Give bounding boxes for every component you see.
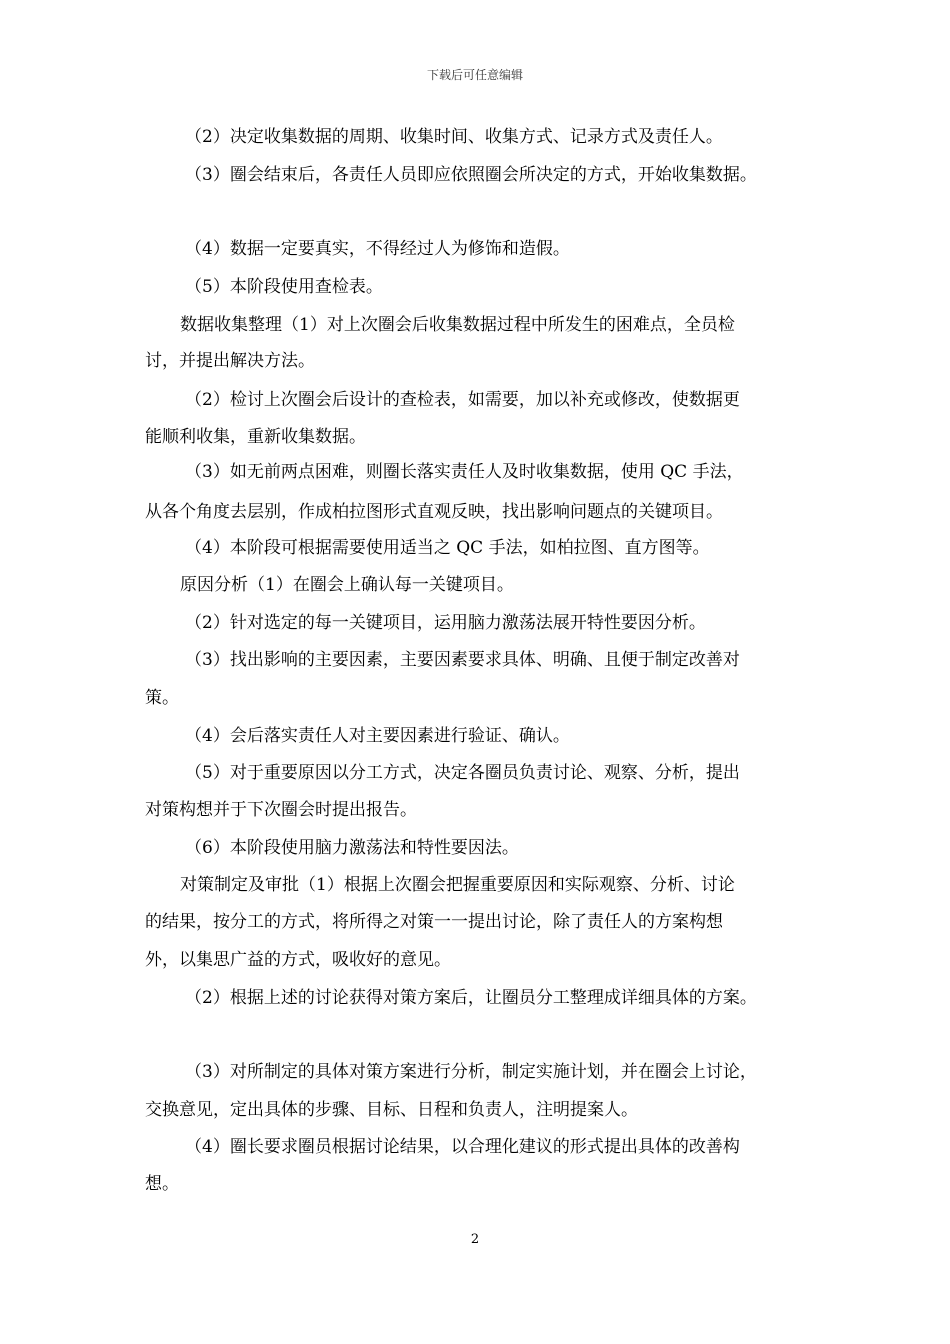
text-line: 对策制定及审批（1）根据上次圈会把握重要原因和实际观察、分析、讨论: [180, 875, 735, 895]
text-line: （4）数据一定要真实，不得经过人为修饰和造假。: [185, 239, 570, 259]
text-line: （2）根据上述的讨论获得对策方案后，让圈员分工整理成详细具体的方案。: [185, 988, 757, 1008]
text-line: （2）针对选定的每一关键项目，运用脑力激荡法展开特性要因分析。: [185, 613, 706, 633]
text-line: （3）圈会结束后，各责任人员即应依照圈会所决定的方式，开始收集数据。: [185, 165, 757, 185]
text-line: （4）本阶段可根据需要使用适当之 QC 手法，如柏拉图、直方图等。: [185, 538, 710, 558]
text-line: 的结果，按分工的方式，将所得之对策一一提出讨论，除了责任人的方案构想: [145, 912, 723, 932]
text-line: （4）会后落实责任人对主要因素进行验证、确认。: [185, 726, 570, 746]
text-line: 想。: [145, 1174, 179, 1194]
text-line: 策。: [145, 688, 179, 708]
text-line: （6）本阶段使用脑力激荡法和特性要因法。: [185, 838, 519, 858]
text-line: 交换意见，定出具体的步骤、目标、日程和负责人，注明提案人。: [145, 1100, 638, 1120]
text-line: （3）如无前两点困难，则圈长落实责任人及时收集数据，使用 QC 手法，: [185, 462, 744, 482]
text-line: 从各个角度去层别，作成柏拉图形式直观反映，找出影响问题点的关键项目。: [145, 502, 723, 522]
text-line: 讨，并提出解决方法。: [145, 351, 315, 371]
text-line: 能顺利收集，重新收集数据。: [145, 427, 366, 447]
text-line: （2）检讨上次圈会后设计的查检表，如需要，加以补充或修改，使数据更: [185, 390, 740, 410]
page-number: 2: [470, 1232, 480, 1247]
text-line: 原因分析（1）在圈会上确认每一关键项目。: [180, 575, 514, 595]
text-line: （4）圈长要求圈员根据讨论结果，以合理化建议的形式提出具体的改善构: [185, 1137, 740, 1157]
text-line: （5）对于重要原因以分工方式，决定各圈员负责讨论、观察、分析，提出: [185, 763, 740, 783]
page-header: 下载后可任意编辑: [426, 68, 523, 82]
text-line: （3）找出影响的主要因素，主要因素要求具体、明确、且便于制定改善对: [185, 650, 740, 670]
text-line: （3）对所制定的具体对策方案进行分析，制定实施计划，并在圈会上讨论，: [185, 1062, 757, 1082]
text-line: 外，以集思广益的方式，吸收好的意见。: [145, 950, 451, 970]
text-line: （5）本阶段使用查检表。: [185, 277, 383, 297]
text-line: 对策构想并于下次圈会时提出报告。: [145, 800, 417, 820]
text-line: 数据收集整理（1）对上次圈会后收集数据过程中所发生的困难点，全员检: [180, 315, 735, 335]
text-line: （2）决定收集数据的周期、收集时间、收集方式、记录方式及责任人。: [185, 127, 723, 147]
